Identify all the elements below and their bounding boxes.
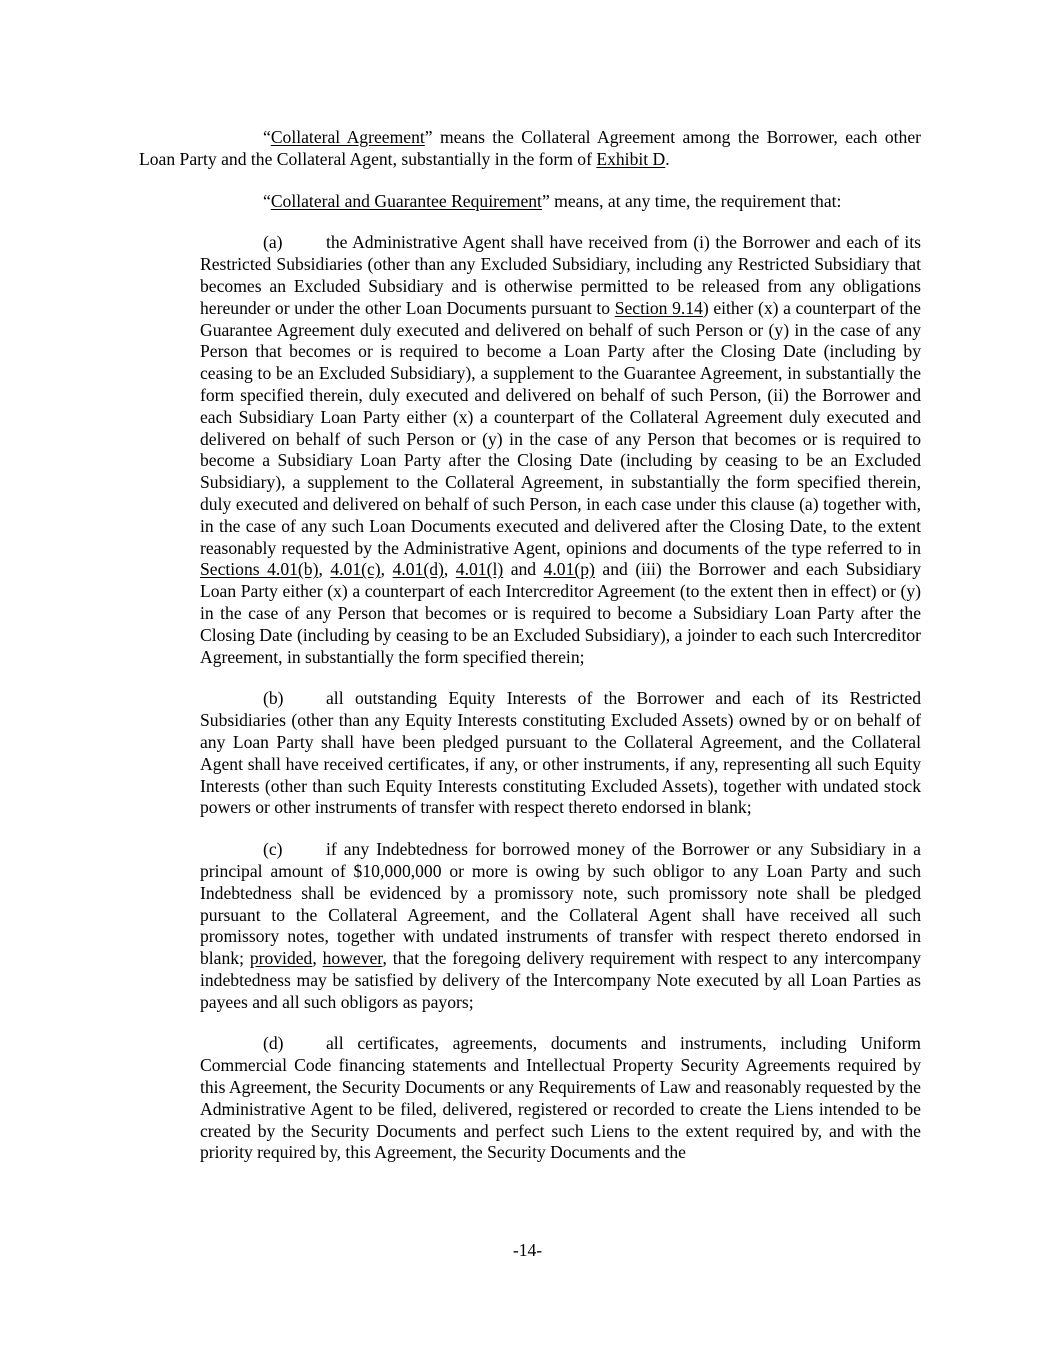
section-reference: 4.01(d) <box>392 559 444 580</box>
open-quote: “ <box>263 127 271 147</box>
section-reference: 4.01(c) <box>330 559 381 580</box>
clause-d: (d) all certificates, agreements, documents and instruments, including Uniform Commercial Code financing statements and Intellectual Property Security Agreements required by this Agreement, the Security Documents or any Requirements of Law and reasonably requested by the Administrative Agent to be filed, delivered, registered or recorded to create the Liens intended to be created by the Security Documents and perfect such Liens to the extent required by, and with the priority required by, this Agreement, the Security Documents and the <box>200 1033 921 1163</box>
exhibit-reference: Exhibit D <box>596 148 666 169</box>
clause-b: (b) all outstanding Equity Interests of the Borrower and each of its Restricted Subsidiaries (other than any Equity Interests constituting Excluded Assets) owned by or on behalf of any Loan Party shall have been pledged pursuant to the Collateral Agreement, and the Collateral Agent shall have received certificates, if any, or other instruments, if any, representing all such Equity Interests (other than such Equity Interests constituting Excluded Assets), together with undated stock powers or other instruments of transfer with respect thereto endorsed in blank; <box>200 688 921 818</box>
defined-term: Collateral Agreement <box>270 127 425 147</box>
clause-label: (a) <box>263 232 283 253</box>
clause-c: (c) if any Indebtedness for borrowed money of the Borrower or any Subsidiary in a principal amount of $10,000,000 or more is owing by such obligor to any Loan Party and such Indebtedness shall be evidenced by a promissory note, such promissory note shall be pledged pursuant to the Collateral Agreement, and the Collateral Agent shall have received all such promissory notes, together with undated instruments of transfer with respect thereto endorsed in blank; provided, however, that the foregoing delivery requirement with respect to any intercompany indebtedness may be satisfied by delivery of the Intercompany Note executed by all Loan Parties as payees and all such obligors as payors; <box>200 839 922 1012</box>
clause-a: (a) the Administrative Agent shall have received from (i) the Borrower and each of its Restricted Subsidiaries (other than any Excluded Subsidiary, including any Restricted Subsidiary that becomes an Excluded Subsidiary and is otherwise permitted to be released from any obligations hereunder or under the other Loan Documents pursuant to Section 9.14) either (x) a counterpart of the Guarantee Agreement duly executed and delivered on behalf of such Person or (y) in the case of any Person that becomes or is required to become a Loan Party after the Closing Date (including by ceasing to be an Excluded Subsidiary), a supplement to the Guarantee Agreement, in substantially the form specified therein, duly executed and delivered on behalf of such Person, (ii) the Borrower and each Subsidiary Loan Party either (x) a counterpart of the Collateral Agreement duly executed and delivered on behalf of such Person or (y) in the case of any Person that becomes or is required to become a Subsidiary Loan Party after the Closing Date (including by ceasing to be an Excluded Subsidiary), a supplement to the Collateral Agreement, in substantially the form specified therein, duly executed and delivered on behalf of such Person, in each case under this clause (a) together with, in the case of any such Loan Documents executed and delivered after the Closing Date, to the extent reasonably requested by the Administrative Agent, opinions and documents of the type referred to in Sections 4.01(b), 4.01(c), 4.01(d), 4.01(l) and 4.01(p) and (iii) the Borrower and each Subsidiary Loan Party either (x) a counterpart of each Intercreditor Agreement (to the extent then in effect) or (y) in the case of any Person that becomes or is required to become a Subsidiary Loan Party after the Closing Date (including by ceasing to be an Excluded Subsidiary), a joinder to each such Intercreditor Agreement, in substantially the form specified therein; <box>200 232 922 667</box>
definition-collateral-agreement: “Collateral Agreement” means the Collateral Agreement among the Borrower, each other Loan Party and the Collateral Agent, substantially in the form of Exhibit D. <box>139 127 921 169</box>
clause-label: (b) <box>263 688 284 709</box>
section-reference: 4.01(p) <box>543 559 595 580</box>
section-reference: 4.01(l) <box>455 559 504 580</box>
definition-collateral-guarantee-requirement <box>139 191 921 213</box>
section-reference: Sections 4.01(b) <box>200 559 319 580</box>
defined-term: Collateral and Guarantee Requirement <box>270 190 542 211</box>
page-number: -14- <box>512 1240 543 1260</box>
document-page <box>139 127 921 1164</box>
clause-label: (d) <box>263 1033 284 1054</box>
section-reference: Section 9.14 <box>614 297 703 318</box>
open-quote: “ <box>263 190 271 211</box>
definition-text: ” means, at any time, the requirement that: <box>541 190 842 211</box>
emphasis-provided: provided <box>249 948 313 969</box>
clause-label: (c) <box>263 839 283 860</box>
emphasis-however: however <box>322 948 383 969</box>
definition-text: ” means the Collateral Agreement among the Borrower, each other Loan Party and the Collateral Agent, substantially in the form of <box>139 127 921 169</box>
